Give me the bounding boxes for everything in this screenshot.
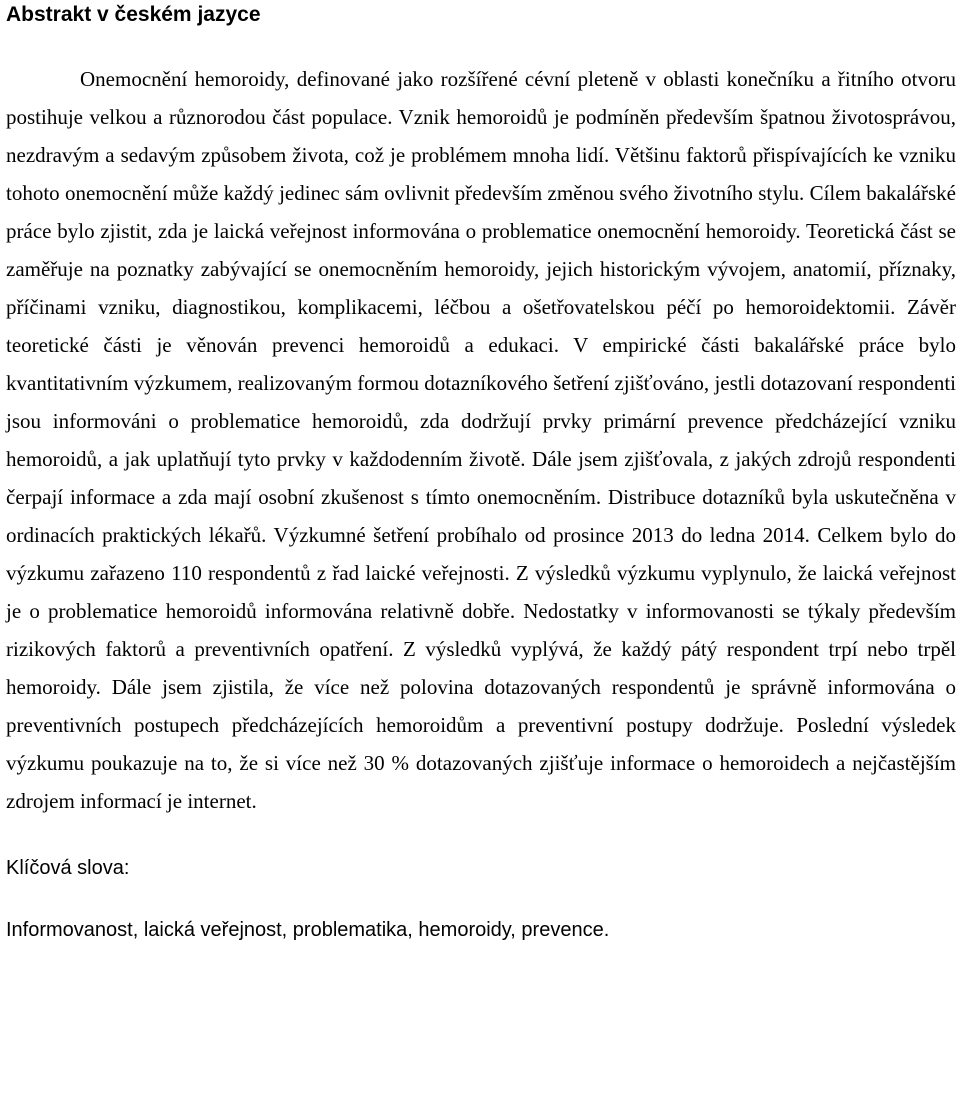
section-heading: Abstrakt v českém jazyce — [6, 3, 261, 26]
abstract-paragraph: Onemocnění hemoroidy, definované jako rozšířené cévní pleteně v oblasti konečníku a řitního otvoru postihuje velkou a různorodou část populace. Vznik hemoroidů je podmíněn především špatnou životosprávou, nezdravým a sedavým způsobem života, což je problémem mnoha lidí. Většinu faktorů přispívajících ke vzniku tohoto onemocnění může každý jedinec sám ovlivnit především změnou svého životního stylu. Cílem bakalářské práce bylo zjistit, zda je laická veřejnost informována o problematice onemocnění hemoroidy. Teoretická část se zaměřuje na poznatky zabývající se onemocněním hemoroidy, jejich historickým vývojem, anatomií, příznaky, příčinami vzniku, diagnostikou, komplikacemi, léčbou a ošetřovatelskou péčí po hemoroidektomii. Závěr teoretické části je věnován prevenci hemoroidů a edukaci. V empirické části bakalářské práce bylo kvantitativním výzkumem, realizovaným formou dotazníkového šetření zjišťováno, jestli dotazovaní respondenti jsou informováni o problematice hemoroidů, zda dodržují prvky primární prevence předcházející vzniku hemoroidů, a jak uplatňují tyto prvky v každodenním životě. Dále jsem zjišťovala, z jakých zdrojů respondenti čerpají informace a zda mají osobní zkušenost s tímto onemocněním. Distribuce dotazníků byla uskutečněna v ordinacích praktických lékařů. Výzkumné šetření probíhalo od prosince 2013 do ledna 2014. Celkem bylo do výzkumu zařazeno 110 respondentů z řad laické veřejnosti. Z výsledků výzkumu vyplynulo, že laická veřejnost je o problematice hemoroidů informována relativně dobře. Nedostatky v informovanosti se týkaly především rizikových faktorů a preventivních opatření. Z výsledků vyplývá, že každý pátý respondent trpí nebo trpěl hemoroidy. Dále jsem zjistila, že více než polovina dotazovaných respondentů je správně informována o preventivních postupech předcházejících hemoroidům a preventivní postupy dodržuje. Poslední výsledek výzkumu poukazuje na to, že si více než 30 % dotazovaných zjišťuje informace o hemoroidech a nejčastějším zdrojem informací je internet. — [6, 67, 956, 813]
document-page — [6, 0, 956, 943]
keywords-label: Klíčová slova: — [6, 857, 130, 879]
keywords-text: Informovanost, laická veřejnost, problematika, hemoroidy, prevence. — [6, 919, 610, 941]
